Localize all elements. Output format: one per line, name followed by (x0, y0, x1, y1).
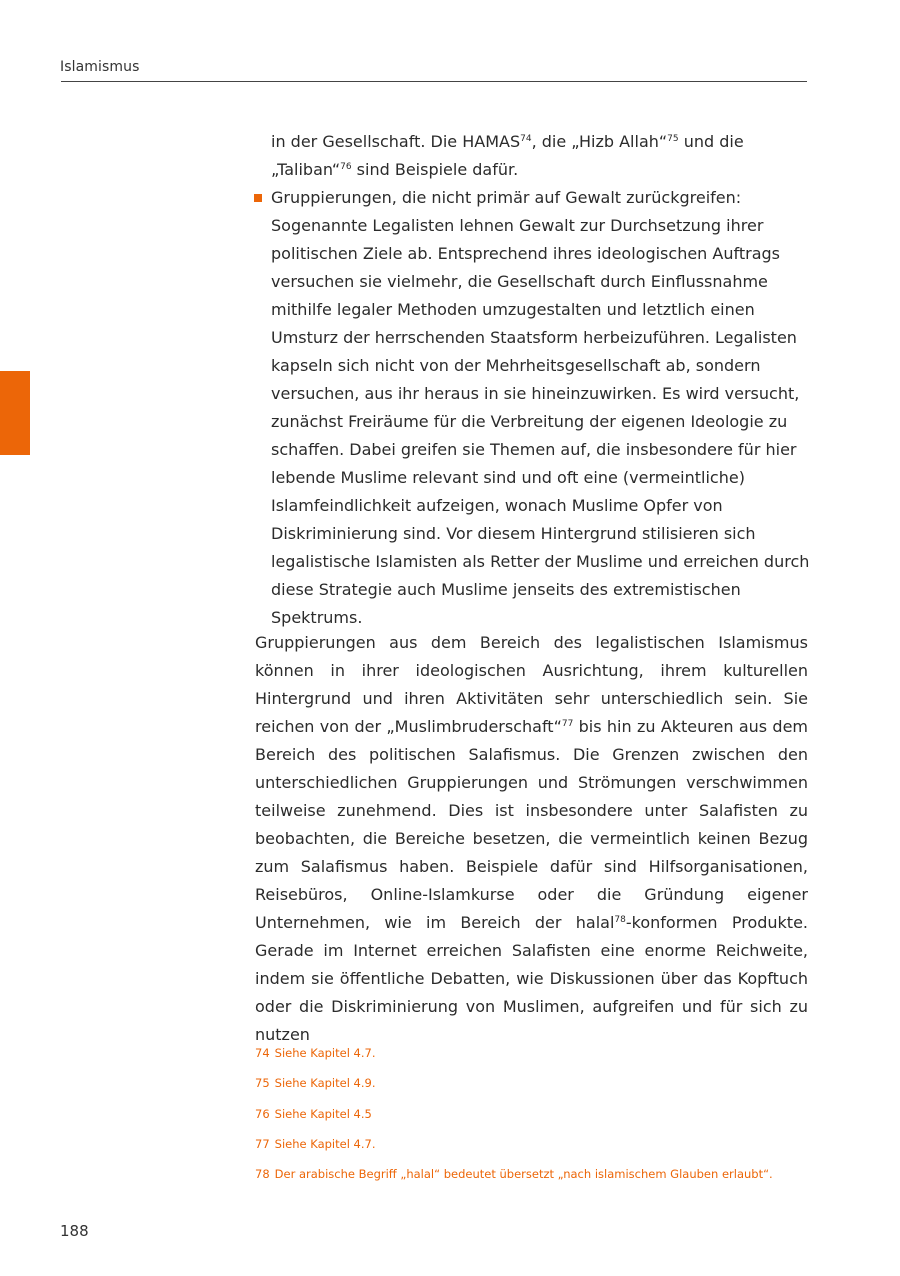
text-span: bis hin zu Akteuren aus dem Bereich des politischen Salafismus. Die Grenzen zwischen den unterschiedlichen Gruppierungen und Strömungen verschwimmen teilweise zunehmend. Dies ist insbesondere unter Salafisten zu beobachten, die Bereiche besetzen, die vermeintlich keinen Bezug zum Salafismus haben. Beispiele dafür sind Hilfsorganisationen, Reisebüros, Online-Islamkurse oder die Gründung eigener Unternehmen, wie im Bereich der halal (255, 717, 808, 932)
footnote (255, 1131, 815, 1161)
footnote (255, 1040, 815, 1070)
list-item-text: Gruppierungen, die nicht primär auf Gewalt zurückgreifen: Sogenannte Legalisten lehnen Gewalt zur Durchsetzung ihrer politischen Ziele ab. Entsprechend ihres ideologischen Auftrags versuchen sie vielmehr, die Gesellschaft durch Einflussnahme mithilfe legaler Methoden umzugestalten und letztlich einen Umsturz der herrschenden Staatsform herbeizuführen. Legalisten kapseln sich nicht von der Mehrheitsgesellschaft ab, sondern versuchen, aus ihr heraus in sie hineinzuwirken. Es wird versucht, zunächst Freiräume für die Verbreitung der eigenen Ideologie zu schaffen. Dabei greifen sie Themen auf, die insbesondere für hier lebende Muslime relevant sind und oft eine (vermeintliche) Islamfeindlichkeit aufzeigen, wonach Muslime Opfer von Diskriminierung sind. Vor diesem Hintergrund stilisieren sich legalistische Islamisten als Retter der Muslime und erreichen durch diese Strategie auch Muslime jenseits des extremistischen Spektrums. (271, 188, 810, 627)
text-span: sind Beispiele dafür. (351, 160, 519, 179)
footnote-text: Siehe Kapitel 4.7. (274, 1136, 376, 1151)
footnotes (255, 1040, 815, 1191)
text-span: in der Gesellschaft. Die HAMAS (271, 132, 521, 151)
chapter-marker-tab (0, 371, 30, 455)
footnote-number: 76 (255, 1106, 270, 1121)
footnote-ref-78[interactable]: 78 (614, 915, 626, 925)
list-continuation (271, 128, 811, 184)
footnote-ref-74[interactable]: 74 (520, 134, 532, 144)
footnote (255, 1070, 815, 1100)
running-title: Islamismus (60, 59, 140, 75)
bullet-list (271, 128, 811, 632)
footnote-text: Siehe Kapitel 4.9. (274, 1076, 376, 1091)
footnote-number: 75 (255, 1076, 270, 1091)
footnote-number: 74 (255, 1046, 270, 1060)
footnote-number: 78 (255, 1167, 270, 1182)
footnote-ref-77[interactable]: 77 (561, 719, 574, 729)
list-item (271, 184, 811, 632)
bullet-square-icon (254, 194, 262, 202)
footnote-number: 77 (255, 1136, 270, 1151)
footnote (255, 1101, 815, 1131)
text-span: Gruppierungen aus dem Bereich des legalistischen Islamismus können in ihrer ideologischen Ausrichtung, ihrem kulturellen Hintergrund und ihren Aktivitäten sehr unterschiedlich sein. Sie reichen von der „Muslimbruderschaft“ (255, 633, 808, 736)
footnote (255, 1161, 815, 1191)
body-paragraph (255, 629, 808, 1049)
text-span: und die „Taliban“ (271, 132, 744, 179)
page-number: 188 (60, 1222, 89, 1240)
footnote-ref-75[interactable]: 75 (667, 134, 679, 144)
header-rule (61, 81, 807, 82)
text-span: -konformen Produkte. Gerade im Internet erreichen Salafisten eine enorme Reichweite, indem sie öffentliche Debatten, wie Diskussionen über das Kopftuch oder die Diskriminierung von Muslimen, aufgreifen und für sich zu nutzen (255, 913, 809, 1044)
text-span: , die „Hizb Allah“ (531, 132, 668, 151)
footnote-text: Siehe Kapitel 4.7. (274, 1046, 376, 1060)
footnote-ref-76[interactable]: 76 (340, 162, 352, 172)
footnote-text: Siehe Kapitel 4.5 (274, 1106, 372, 1121)
footnote-text: Der arabische Begriff „halal“ bedeutet übersetzt „nach islamischem Glauben erlaubt“. (274, 1167, 773, 1182)
